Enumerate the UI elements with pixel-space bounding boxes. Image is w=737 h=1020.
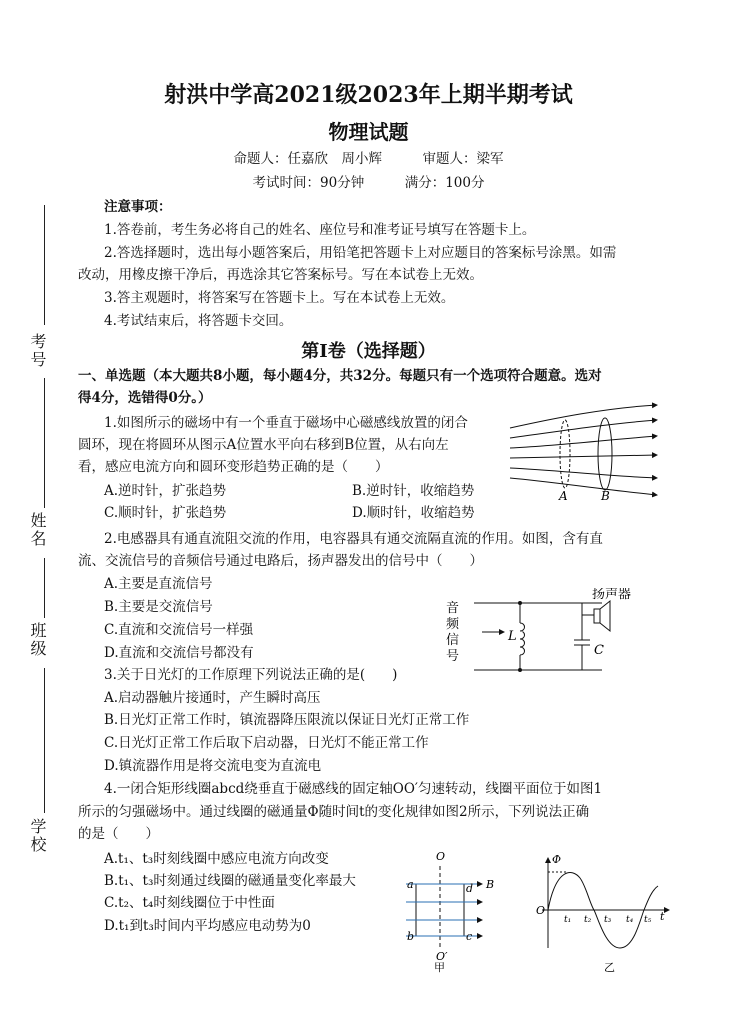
- binding-line: [44, 668, 45, 813]
- q2-option-b: B.主要是交流信号: [104, 599, 213, 615]
- class-label: 班级: [28, 622, 47, 658]
- figure-caption-1: 甲: [434, 961, 445, 973]
- q3-stem: 3.关于日光灯的工作原理下列说法正确的是( ): [104, 667, 398, 683]
- axis-label-o: O: [436, 850, 446, 863]
- flux-graph-figure: [534, 848, 674, 973]
- q2-stem: 2.电感器具有通直流阻交流的作用，电容器具有通交流隔直流的作用。如图，含有直: [104, 531, 603, 547]
- school-label: 学校: [28, 818, 47, 854]
- source-label-char: 音: [446, 601, 460, 616]
- speaker-label: 扬声器: [592, 588, 632, 602]
- q4-option-d: D.t₁到t₃时间内平均感应电动势为0: [104, 918, 311, 934]
- q1-option-d: D.顺时针，收缩趋势: [352, 505, 475, 521]
- section-instruction: 一、单选题（本大题共8小题，每小题4分，共32分。每题只有一个选项符合题意。选对: [78, 368, 602, 384]
- figure-caption-2: 乙: [604, 961, 615, 973]
- q1-option-c: C.顺时针，扩张趋势: [104, 505, 227, 521]
- q2-option-a: A.主要是直流信号: [104, 576, 213, 592]
- q2-option-d: D.直流和交流信号都没有: [104, 645, 254, 661]
- notice-item: 3.答主观题时，将答案写在答题卡上。写在本试卷上无效。: [104, 290, 455, 306]
- source-label-char: 号: [446, 649, 460, 664]
- q4-stem: 4.一闭合矩形线圈abcd绕垂直于磁感线的固定轴OO′匀速转动，线圈平面位于如图1: [104, 781, 603, 797]
- fig-label-a: A: [559, 489, 568, 503]
- q3-option-b: B.日光灯正常工作时，镇流器降压限流以保证日光灯正常工作: [104, 712, 470, 728]
- q4-stem: 的是（ ）: [78, 826, 159, 842]
- audio-circuit-figure: [442, 588, 652, 676]
- page-title: 射洪中学高2021级2023年上期半期考试: [164, 82, 573, 108]
- q1-stem: 圆环，现在将圆环从图示A位置水平向右移到B位置，从右向左: [78, 437, 449, 453]
- coil-figure: [398, 848, 498, 973]
- source-label-char: 频: [446, 617, 460, 632]
- q4-stem: 所示的匀强磁场中。通过线圈的磁通量Φ随时间t的变化规律如图2所示，下列说法正确: [78, 804, 590, 820]
- q2-stem: 流、交流信号的音频信号通过电路后，扬声器发出的信号中（ ）: [78, 553, 483, 569]
- q4-option-a: A.t₁、t₃时刻线圈中感应电流方向改变: [104, 851, 329, 867]
- q2-option-c: C.直流和交流信号一样强: [104, 622, 254, 638]
- q3-option-d: D.镇流器作用是将交流电变为直流电: [104, 758, 322, 774]
- magnetic-field-figure: [505, 400, 665, 505]
- notice-heading: 注意事项：: [104, 199, 172, 215]
- corner-label-d: d: [466, 882, 474, 895]
- q1-stem: 1.如图所示的磁场中有一个垂直于磁场中心磁感线放置的闭合: [104, 415, 468, 431]
- fig-label-b: B: [601, 489, 610, 503]
- corner-label-a: a: [407, 878, 414, 891]
- section-instruction: 得4分，选错得0分。）: [78, 390, 212, 406]
- authors-line: 命题人：任嘉欣 周小辉 审题人：梁军: [233, 151, 504, 167]
- inductor-label: L: [508, 629, 517, 644]
- student-name-label: 姓名: [28, 512, 47, 548]
- binding-line: [44, 205, 45, 325]
- capacitor-label: C: [594, 643, 604, 658]
- tick-label: t₃: [604, 915, 612, 925]
- tick-label: t₁: [564, 915, 572, 925]
- q3-option-c: C.日光灯正常工作后取下启动器，日光灯不能正常工作: [104, 735, 429, 751]
- q1-option-b: B.逆时针，收缩趋势: [352, 483, 475, 499]
- q3-option-a: A.启动器触片接通时，产生瞬时高压: [104, 690, 321, 706]
- q1-option-a: A.逆时针，扩张趋势: [104, 483, 227, 499]
- q4-option-c: C.t₂、t₄时刻线圈位于中性面: [104, 895, 275, 911]
- q1-stem: 看，感应电流方向和圆环变形趋势正确的是（ ）: [78, 459, 389, 475]
- source-label-char: 信: [446, 633, 460, 648]
- binding-line: [44, 378, 45, 508]
- time-label: t: [660, 910, 665, 923]
- field-label-b: B: [486, 878, 495, 891]
- section-title: 第I卷（选择题）: [301, 341, 436, 362]
- axis-label-o-prime: O′: [436, 950, 448, 963]
- time-score-line: 考试时间：90分钟 满分：100分: [252, 175, 485, 191]
- page-subtitle: 物理试题: [328, 120, 409, 144]
- binding-line: [44, 558, 45, 618]
- q4-option-b: B.t₁、t₃时刻通过线圈的磁通量变化率最大: [104, 873, 356, 889]
- notice-item: 4.考试结束后，将答题卡交回。: [104, 313, 293, 329]
- tick-label: t₅: [644, 915, 652, 925]
- corner-label-b: b: [407, 930, 415, 943]
- phi-label: Φ: [552, 853, 562, 866]
- tick-label: t₄: [626, 915, 634, 925]
- notice-item: 2.答选择题时，选出每小题答案后，用铅笔把答题卡上对应题目的答案标号涂黑。如需: [104, 245, 617, 261]
- tick-label: t₂: [584, 915, 592, 925]
- notice-item: 1.答卷前，考生务必将自己的姓名、座位号和准考证号填写在答题卡上。: [104, 222, 536, 238]
- origin-label: O: [536, 904, 546, 917]
- corner-label-c: c: [466, 930, 473, 943]
- exam-number-label: 考号: [28, 333, 47, 369]
- notice-item: 改动，用橡皮擦干净后，再选涂其它答案标号。写在本试卷上无效。: [78, 267, 483, 283]
